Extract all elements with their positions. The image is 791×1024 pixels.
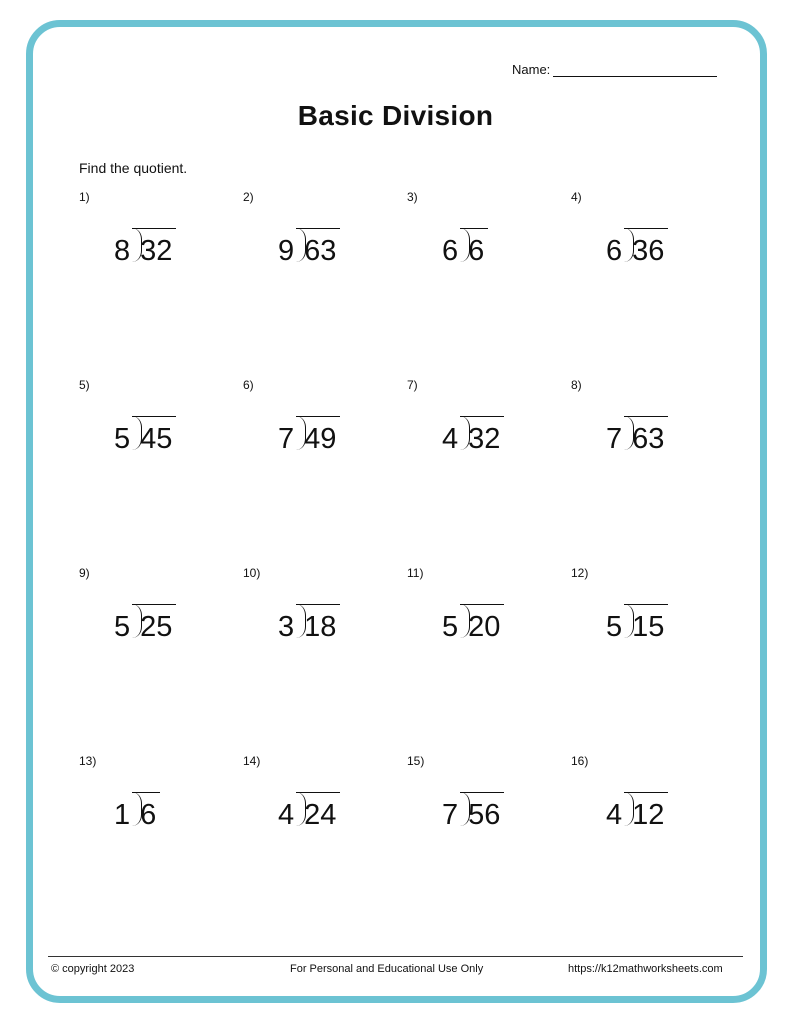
problem-14 — [243, 754, 393, 874]
divisor: 8 — [114, 235, 131, 267]
dividend: 18 — [296, 604, 340, 647]
divisor: 7 — [442, 799, 459, 831]
page-title: Basic Division — [297, 100, 494, 131]
problem-8 — [571, 378, 721, 498]
name-field[interactable] — [512, 62, 717, 77]
dividend: 63 — [624, 416, 668, 459]
dividend: 6 — [460, 228, 488, 271]
division-expression — [606, 228, 668, 271]
dividend: 24 — [296, 792, 340, 835]
problem-7 — [407, 378, 557, 498]
division-expression — [442, 604, 504, 647]
division-expression — [278, 604, 340, 647]
division-expression — [442, 416, 504, 459]
divisor: 4 — [278, 799, 295, 831]
dividend: 32 — [460, 416, 504, 459]
divisor: 9 — [278, 235, 295, 267]
dividend: 25 — [132, 604, 176, 647]
problem-number: 16) — [571, 754, 589, 768]
dividend: 49 — [296, 416, 340, 459]
division-expression — [442, 228, 488, 271]
problem-number: 3) — [407, 190, 418, 204]
problem-number: 6) — [243, 378, 254, 392]
problem-number: 9) — [79, 566, 90, 580]
instructions: Find the quotient. — [79, 160, 188, 176]
division-expression — [442, 792, 504, 835]
problem-number: 10) — [243, 566, 261, 580]
division-expression — [114, 228, 176, 271]
problem-16 — [571, 754, 721, 874]
divisor: 6 — [442, 235, 459, 267]
division-expression — [114, 416, 176, 459]
dividend: 45 — [132, 416, 176, 459]
divisor: 5 — [114, 611, 131, 643]
dividend: 6 — [132, 792, 160, 835]
problem-number: 15) — [407, 754, 425, 768]
divisor: 4 — [442, 423, 459, 455]
dividend: 36 — [624, 228, 668, 271]
problem-number: 1) — [79, 190, 90, 204]
footer-divider — [48, 956, 743, 957]
problem-12 — [571, 566, 721, 686]
problem-number: 8) — [571, 378, 582, 392]
division-expression — [278, 792, 340, 835]
divisor: 7 — [278, 423, 295, 455]
divisor: 6 — [606, 235, 623, 267]
problem-11 — [407, 566, 557, 686]
problem-number: 4) — [571, 190, 582, 204]
division-expression — [278, 416, 340, 459]
division-expression — [606, 792, 668, 835]
problem-13 — [79, 754, 229, 874]
problem-number: 7) — [407, 378, 418, 392]
division-expression — [606, 416, 668, 459]
problem-3 — [407, 190, 557, 310]
division-expression — [278, 228, 340, 271]
problem-6 — [243, 378, 393, 498]
problem-5 — [79, 378, 229, 498]
divisor: 3 — [278, 611, 295, 643]
problem-number: 5) — [79, 378, 90, 392]
dividend: 20 — [460, 604, 504, 647]
name-blank-line[interactable] — [553, 63, 717, 77]
footer-usage: For Personal and Educational Use Only — [290, 963, 484, 975]
problem-15 — [407, 754, 557, 874]
problem-number: 14) — [243, 754, 261, 768]
dividend: 12 — [624, 792, 668, 835]
problem-number: 2) — [243, 190, 254, 204]
division-expression — [114, 792, 160, 835]
divisor: 4 — [606, 799, 623, 831]
problem-9 — [79, 566, 229, 686]
dividend: 32 — [132, 228, 176, 271]
footer-copyright: © copyright 2023 — [51, 963, 135, 975]
dividend: 56 — [460, 792, 504, 835]
dividend: 15 — [624, 604, 668, 647]
problem-number: 13) — [79, 754, 97, 768]
division-expression — [606, 604, 668, 647]
divisor: 7 — [606, 423, 623, 455]
problem-number: 11) — [407, 566, 424, 580]
problem-4 — [571, 190, 721, 310]
problem-10 — [243, 566, 393, 686]
division-expression — [114, 604, 176, 647]
divisor: 5 — [442, 611, 459, 643]
footer-url[interactable]: https://k12mathworksheets.com — [568, 963, 723, 975]
problem-number: 12) — [571, 566, 589, 580]
dividend: 63 — [296, 228, 340, 271]
divisor: 5 — [606, 611, 623, 643]
problem-1 — [79, 190, 229, 310]
divisor: 1 — [114, 799, 131, 831]
problem-2 — [243, 190, 393, 310]
divisor: 5 — [114, 423, 131, 455]
name-label: Name: — [512, 62, 551, 77]
